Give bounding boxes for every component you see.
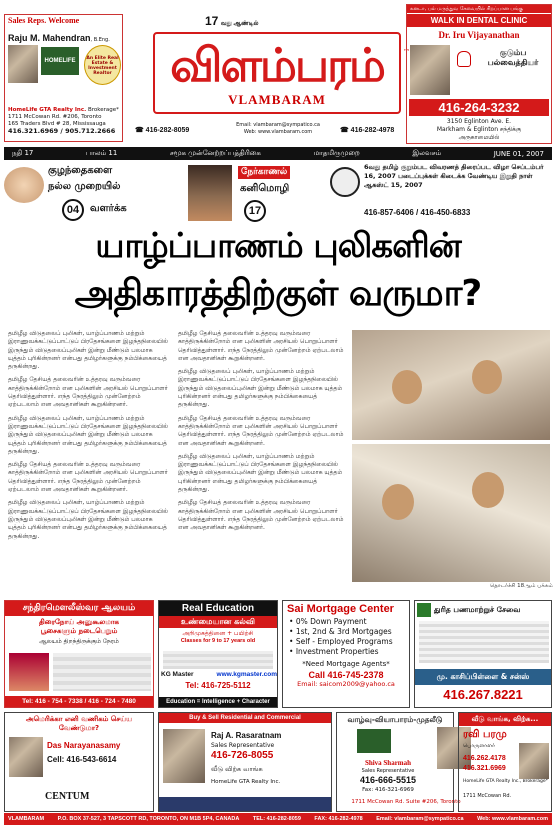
transfer-title-text: துரித பணமாற்றுச் சேவை: [434, 605, 521, 614]
dentist-addr-1: 3150 Eglinton Ave. E.: [446, 118, 512, 125]
mortgage-item: • 0% Down Payment: [289, 617, 367, 626]
person-figure: [472, 360, 502, 394]
mortgage-item-text: Investment Properties: [295, 647, 379, 656]
mortgage-list: [283, 617, 409, 657]
teaser-2-line2: கனிமொழி: [240, 183, 290, 194]
mortgage-note: *Need Mortgage Agents*: [302, 660, 390, 668]
article-para-1b: தமிழீழ தேசியத் தலைவரின் உத்தரவு வரும்வரை காத்திருக்கின்றோம் என புலிகளின் அரசியல் பொறுப்பாளர் தெரிவித்துள்ளார். எந்த நேரத்திலும் முன்னேற்றம் ஏற்படலாம் என அவதானிகள் கூறுகின்றனர்.: [8, 376, 168, 409]
dentist-tag-2: பல்வைத்தியர்: [487, 58, 539, 67]
transfer-company: மு. காசிப்பிள்ளை & சன்ஸ்: [415, 669, 551, 685]
interview-photo: [188, 165, 232, 221]
phone-2-text: 416-282-4978: [350, 127, 395, 134]
info-date: JUNE 01, 2007: [493, 149, 544, 158]
masthead: [135, 14, 415, 142]
left-ad-title: Sales Reps. Welcome: [8, 16, 80, 25]
footer-brand: VLAMBARAM: [8, 816, 45, 822]
agent-name: Raju M. Mahendran: [8, 33, 91, 43]
headline-line-1: யாழ்ப்பாணம் புலிகளின்: [95, 226, 461, 266]
teaser-children[interactable]: [4, 163, 194, 223]
masthead-web: Web: www.vlambaram.com: [243, 129, 313, 135]
trademark: ™: [403, 48, 410, 56]
masthead-contact: [223, 122, 333, 136]
edu-title: Real Education: [159, 601, 277, 616]
info-monthly: மாதமிருமுறை: [313, 149, 360, 157]
business-ad[interactable]: [4, 712, 154, 812]
footer-web[interactable]: Web: www.vlambaram.com: [477, 816, 548, 822]
ravi-company: HomeLife GTA Realty Inc., Brokerage*: [463, 779, 548, 784]
transfer-logo-icon: [417, 603, 431, 617]
company-tag: Brokerage*: [87, 107, 119, 113]
phone-1-text: 416-282-8059: [145, 127, 190, 134]
announce-phones: 416-857-6406 / 416-450-6833: [364, 208, 471, 217]
trade-phone: 416-666-5515: [359, 775, 417, 785]
article-para-2a: தமிழீழ தேசியத் தலைவரின் உத்தரவு வரும்வரை காத்திருக்கின்றோம் என புலிகளின் அரசியல் பொறுப்பாளர் தெரிவித்துள்ளார். எந்த நேரத்திலும் முன்னேற்றம் ஏற்படலாம் என அவதானிகள் கூறுகின்றனர்.: [178, 330, 344, 362]
edu-web[interactable]: www.kgmaster.com: [216, 671, 277, 678]
rasa-tamil: வீடு விற்க வாங்க: [211, 765, 263, 773]
edu-master-row: [161, 671, 277, 678]
das-photo: [9, 737, 43, 777]
homelife-logo: [41, 47, 79, 75]
headline-line-2: அதிகாரத்திற்குள் வருமா?: [74, 273, 482, 314]
mortgage-item-text: 0% Down Payment: [295, 617, 367, 626]
person-figure: [472, 472, 504, 508]
issue-number: 17: [205, 14, 219, 28]
masthead-title: விளம்பரம்: [170, 38, 384, 92]
mortgage-item: • Investment Properties: [289, 647, 379, 656]
issue-label: வது ஆண்டில்: [220, 21, 259, 27]
trade-fax: Fax: 416-321-6969: [362, 787, 414, 793]
rasa-role: Sales Representative: [211, 742, 275, 749]
award-badge: [84, 45, 121, 85]
ravi-phone-1: 416.262.4178: [463, 755, 506, 762]
temple-sub-2: பூசைகளும் நடைபெறும்: [40, 627, 118, 635]
film-festival-announcement[interactable]: [330, 163, 552, 225]
ravi-name: ரவி பரமு: [463, 729, 507, 740]
mortgage-email: Email: saicom2009@yahoo.ca: [297, 680, 395, 688]
ravi-ad[interactable]: [458, 712, 552, 812]
article-para-2c: தமிழீழ தேசியத் தலைவரின் உத்தரவு வரும்வரை காத்திருக்கின்றோம் என புலிகளின் அரசியல் பொறுப்பாளர் தெரிவித்துள்ளார். எந்த நேரத்திலும் முன்னேற்றம் ஏற்படலாம் என அவதானிகள் கூறுகின்றனர்.: [178, 414, 344, 447]
homelife-label: HOMELIFE: [44, 58, 76, 64]
transfer-phone: 416.267.8221: [443, 687, 523, 702]
trade-ad[interactable]: [336, 712, 461, 812]
article-para-1e: தமிழீழ விடுதலைப் புலிகள், யாழ்ப்பாணம் மற்றும் இராணுவக்கட்டுப்பாட்டுப் பிரதேசங்களை இழந்தநிலையில் இருந்தும் விடுதலைப்புலிகள் இன்று மீண்டும் பலமாக யுத்தம் புரிகின்றனர் என்பது தமிழர்களுக்கு நம்பிக்கையைத் தருகின்றது.: [8, 499, 168, 540]
rasa-photo: [163, 729, 205, 783]
article-para-2e: தமிழீழ தேசியத் தலைவரின் உத்தரவு வரும்வரை காத்திருக்கின்றோம் என புலிகளின் அரசியல் பொறுப்பாளர் தெரிவித்துள்ளார். எந்த நேரத்திலும் முன்னேற்றம் ஏற்படலாம் என அவதானிகள் கூறுகின்றனர்.: [178, 499, 344, 532]
agent-suffix: , B.Eng.: [90, 37, 110, 43]
temple-title: சந்திரமௌலீஸ்வர ஆலயம்: [5, 601, 153, 616]
phone-icon: ☎: [135, 127, 146, 134]
festival-icon: [330, 167, 360, 197]
footer-bar: [4, 813, 552, 825]
trade-name: Shiva Sharmah: [364, 759, 412, 767]
masthead-roman: VLAMBARAM: [228, 92, 326, 107]
mortgage-item-text: Self - Employed Programs: [295, 637, 393, 646]
das-call: Cell: 416-543-6614: [47, 755, 117, 764]
ravi-photo: [519, 743, 549, 779]
article-para-2d: தமிழீழ விடுதலைப் புலிகள், யாழ்ப்பாணம் மற்றும் இராணுவக்கட்டுப்பாட்டுப் பிரதேசங்களை இழந்தநிலையில் இருந்தும் விடுதலைப்புலிகள் இன்று மீண்டும் பலமாக யுத்தம் புரிகின்றனர் என்பது தமிழர்களுக்கு நம்பிக்கையைத் தருகின்றது.: [178, 452, 343, 494]
mortgage-ad[interactable]: [282, 600, 410, 708]
temple-details: [53, 653, 151, 691]
article-para-1d: தமிழீழ தேசியத் தலைவரின் உத்தரவு வரும்வரை காத்திருக்கின்றோம் என புலிகளின் அரசியல் பொறுப்பாளர் தெரிவித்துள்ளார். எந்த நேரத்திலும் முன்னேற்றம் ஏற்படலாம் என அவதானிகள் கூறுகின்றனர்.: [8, 461, 168, 494]
edu-master: KG Master: [161, 671, 194, 678]
doctor-name: Dr. Iru Vijayanathan: [438, 30, 520, 40]
teaser-2-line1: நேர்காணல்: [238, 166, 290, 179]
trade-addr: 1711 McCowan Rd. Suite #206, Toronto: [351, 799, 461, 805]
right-top-ad[interactable]: [406, 4, 552, 144]
business-title: அமெரிக்கா எனி வணிகம் செய்ய வேண்டுமா?: [25, 715, 133, 732]
das-name: Das Narayanasamy: [47, 741, 121, 750]
info-wave: பாலம் 11: [85, 149, 118, 157]
article-photo-2: [352, 444, 550, 582]
ravi-sub: பொருளாளர்: [463, 743, 496, 749]
rasa-company: HomeLife GTA Realty Inc.: [211, 779, 281, 785]
transfer-title: [415, 601, 551, 619]
rasa-footer-band: [159, 797, 331, 811]
edu-body: [163, 651, 273, 669]
rasa-name: Raj A. Rasaratnam: [211, 731, 282, 740]
temple-photo: [9, 653, 49, 691]
footer-addr: P.O. BOX 37-527, 3 TAPSCOTT RD, TORONTO, ON M1B 5P4, CANADA: [57, 816, 240, 822]
temple-open-hours: ஆலயம் திறந்திருக்கும் நேரம்: [39, 638, 119, 645]
footer-email[interactable]: Email: vlambaram@sympatico.ca: [376, 816, 464, 822]
trade-logo: [357, 729, 391, 753]
info-bar: [4, 147, 552, 160]
masthead-phone-1: [135, 126, 189, 134]
article-para-1c: தமிழீழ விடுதலைப் புலிகள், யாழ்ப்பாணம் மற்றும் இராணுவக்கட்டுப்பாட்டுப் பிரதேசங்களை இழந்தநிலையில் இருந்தும் விடுதலைப்புலிகள் இன்று மீண்டும் பலமாக யுத்தம் புரிகின்றனர் என்பது தமிழர்களுக்கு நம்பிக்கையைத் தருகின்றது.: [8, 414, 168, 455]
doctor-photo: [410, 45, 450, 95]
masthead-title-box: [153, 32, 401, 114]
tooth-icon: [457, 51, 471, 67]
temple-sub-1: திரைநோய் அனுகூலமாக: [38, 618, 120, 626]
ravi-title: வீடு வாங்க, விற்க...: [459, 713, 551, 726]
award-text: An Elite Real Estate & Investment Realtor: [86, 56, 119, 76]
agent-phones: 416.321.6969 / 905.712.2666: [8, 127, 116, 135]
masthead-email: Email: vlambaram@sympatico.ca: [236, 122, 320, 128]
temple-ad[interactable]: [4, 600, 154, 708]
mortgage-call: Call 416-745-2378: [308, 670, 384, 680]
article-col-1: [8, 330, 172, 592]
teaser-1-line3: வளர்க்க: [90, 203, 127, 214]
edu-tamil: உண்மையான கல்வி: [159, 616, 277, 628]
announce-text: 6வது தமிழ் குறும்பட விவரணத் திரைப்பட விழா செப்டம்பர் 16, 2007 படைப்புக்கள் கிடைக்க வேண்டிய இறுதி நாள் ஆகஸ்ட் 15, 2007: [364, 163, 544, 189]
trade-title: வாழ்வு-வியாபாரம்-முதலீடு: [347, 715, 443, 724]
mortgage-title: Sai Mortgage Center: [287, 603, 394, 615]
ravi-phone-2: 416.321.6969: [463, 765, 506, 772]
trade-role: Sales Representative: [361, 768, 415, 774]
company-name: HomeLife GTA Realty Inc.: [8, 107, 87, 113]
article-photo-1: [352, 330, 550, 440]
edu-line: அறிமுகத்தினை + பயிற்சி: [182, 630, 254, 637]
rasa-header: Buy & Sell Residential and Commercial: [159, 713, 331, 723]
edu-classes: Classes for 9 to 17 years old: [180, 638, 256, 644]
masthead-phone-2: [340, 126, 394, 134]
addr-line-1: 1711 McCowan Rd. #206, Toronto: [8, 114, 102, 120]
agent-photo: [8, 45, 38, 83]
teaser-1-line1: குழந்தைகளை: [48, 165, 113, 176]
edu-foot: Education = Intelligence + Character: [159, 697, 277, 707]
transfer-body: [419, 621, 549, 663]
temple-tel: Tel: 416 - 754 - 7338 / 416 - 724 - 7480: [5, 696, 153, 707]
mortgage-item: • 1st, 2nd & 3rd Mortgages: [289, 627, 392, 636]
teaser-1-page: 04: [62, 199, 84, 221]
dentist-phone: 416-264-3232: [409, 99, 549, 116]
info-issue: நதி 17: [12, 149, 34, 157]
issue-badge: [205, 14, 258, 28]
footer-tel: TEL: 416-282-8059: [252, 816, 301, 822]
right-ad-topline: கனடா, பல் மருத்துவ சேவையில் சிறப்பான பங்கு: [407, 5, 551, 13]
teaser-2-page: 17: [244, 200, 266, 222]
left-top-ad[interactable]: [4, 14, 123, 142]
dentist-tag-1: குடும்ப: [499, 48, 527, 57]
education-ad[interactable]: [158, 600, 278, 708]
family-dentist: [475, 48, 551, 68]
phone-icon: ☎: [340, 127, 351, 134]
walk-in-label: WALK IN DENTAL CLINIC: [407, 13, 551, 27]
money-transfer-ad[interactable]: [414, 600, 552, 708]
teaser-1-line2: நல்ல முறையில்: [48, 181, 121, 192]
teaser-interview[interactable]: [188, 163, 318, 225]
info-free: இலவசம்: [412, 149, 442, 157]
rasa-phone: 416-726-8055: [211, 750, 274, 761]
mortgage-item-text: 1st, 2nd & 3rd Mortgages: [295, 627, 392, 636]
footer-fax: FAX: 416-282-4978: [314, 816, 363, 822]
addr-line-2: 165 Traders Blvd # 28, Mississauga: [8, 121, 106, 127]
photo-caption: தொடர்ச்சி 18ஆம் பக்கம்: [490, 583, 553, 589]
rasaratnam-ad[interactable]: [158, 712, 332, 812]
article-para-1a: தமிழீழ விடுதலைப் புலிகள், யாழ்ப்பாணம் மற்றும் இராணுவக்கட்டுப்பாட்டுப் பிரதேசங்களை இழந்தநிலையில் இருந்தும் விடுதலைப்புலிகள் இன்று மீண்டும் பலமாக யுத்தம் புரிகின்றனர் என்பது தமிழர்களுக்கு நம்பிக்கையைத் தருகின்றது.: [8, 330, 168, 371]
person-figure: [382, 484, 414, 520]
centum-logo: CENTUM: [45, 791, 90, 802]
article-col-2: [178, 330, 346, 592]
edu-tel: Tel: 416-725-5112: [185, 681, 251, 690]
dentist-addr-3: அருகாமையில்: [458, 134, 500, 141]
article-para-2b: தமிழீழ விடுதலைப் புலிகள், யாழ்ப்பாணம் மற்றும் இராணுவக்கட்டுப்பாட்டுப் பிரதேசங்களை இழந்தநிலையில் இருந்தும் விடுதலைப்புலிகள் இன்று மீண்டும் பலமாக யுத்தம் புரிகின்றனர் என்பது தமிழர்களுக்கு நம்பிக்கையைத் தருகின்றது.: [178, 368, 343, 409]
mortgage-item: • Self - Employed Programs: [289, 637, 393, 646]
baby-photo: [4, 167, 44, 203]
dentist-address: [409, 118, 549, 142]
left-ad-company: [8, 107, 122, 136]
info-slogan: சமூக முன்னேற்றப்பத்திரிகை: [169, 149, 261, 157]
dentist-addr-2: Markham & Eglinton சந்திக்கு: [436, 126, 522, 133]
person-figure: [392, 370, 422, 404]
ravi-addr: 1711 McCowan Rd.: [463, 793, 512, 799]
